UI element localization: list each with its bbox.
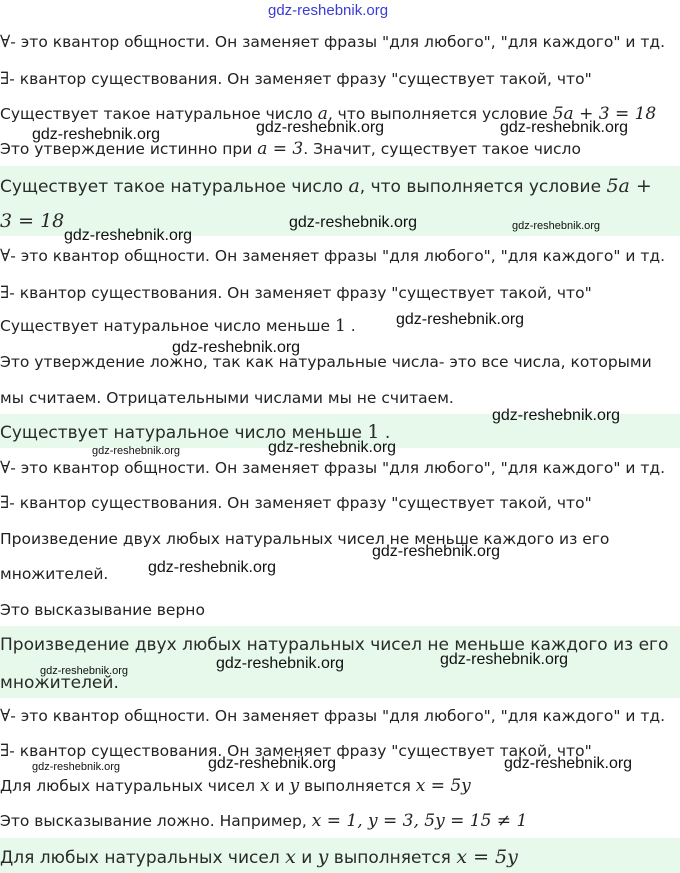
watermark: gdz-reshebnik.org — [40, 665, 129, 677]
forall-definition: ∀- это квантор общности. Он заменяет фразы "для любого", "для каждого" и тд. — [0, 246, 666, 266]
watermark: gdz-reshebnik.org — [268, 439, 397, 456]
exists-definition: ∃- квантор существования. Он заменяет фразу "существует такой, что" — [0, 283, 592, 303]
statement-4: Для любых натуральных чисел x и y выполняется x = 5y — [0, 776, 471, 796]
exists-symbol: ∃ — [0, 283, 10, 303]
explanation-4: Это высказывание ложно. Например, x = 1, y = 3, 5y = 15 ≠ 1 — [0, 811, 528, 831]
forall-definition: ∀- это квантор общности. Он заменяет фразы "для любого", "для каждого" и тд. — [0, 32, 666, 52]
explanation-2-line-2: мы считаем. Отрицательными числами мы не считаем. — [0, 389, 454, 407]
watermark: gdz-reshebnik.org — [512, 220, 601, 232]
watermark: gdz-reshebnik.org — [504, 755, 633, 772]
forall-symbol: ∀ — [0, 706, 11, 726]
answer-3-line-2: множителей. — [0, 673, 119, 693]
explanation-3: Это высказывание верно — [0, 601, 205, 619]
forall-definition: ∀- это квантор общности. Он заменяет фразы "для любого", "для каждого" и тд. — [0, 706, 666, 726]
exists-symbol: ∃ — [0, 493, 10, 513]
statement-2: Существует натуральное число меньше 1 . — [0, 316, 356, 336]
watermark: gdz-reshebnik.org — [440, 651, 569, 668]
exists-definition: ∃- квантор существования. Он заменяет фразу "существует такой, что" — [0, 493, 592, 513]
watermark: gdz-reshebnik.org — [216, 655, 345, 672]
exists-symbol: ∃ — [0, 69, 10, 89]
statement-1: Существует такое натуральное число a, что выполняется условие 5a + 3 = 18 — [0, 104, 657, 124]
site-header-link[interactable]: gdz-reshebnik.org — [268, 2, 389, 19]
watermark: gdz-reshebnik.org — [64, 227, 193, 244]
watermark: gdz-reshebnik.org — [492, 407, 621, 424]
watermark: gdz-reshebnik.org — [372, 543, 501, 560]
explanation-2-line-1: Это утверждение ложно, так как натуральные числа- это все числа, которыми — [0, 353, 652, 371]
forall-symbol: ∀ — [0, 458, 11, 478]
watermark: gdz-reshebnik.org — [500, 119, 629, 136]
exists-definition: ∃- квантор существования. Он заменяет фразу "существует такой, что" — [0, 741, 592, 761]
watermark: gdz-reshebnik.org — [396, 311, 525, 328]
forall-symbol: ∀ — [0, 246, 11, 266]
forall-symbol: ∀ — [0, 32, 11, 52]
statement-3-line-1: Произведение двух любых натуральных чисел не меньше каждого из его — [0, 530, 610, 548]
watermark: gdz-reshebnik.org — [256, 119, 385, 136]
answer-3-line-1: Произведение двух любых натуральных чисел не меньше каждого из его — [0, 635, 669, 655]
exists-definition: ∃- квантор существования. Он заменяет фразу "существует такой, что" — [0, 69, 592, 89]
watermark: gdz-reshebnik.org — [32, 761, 121, 773]
watermark: gdz-reshebnik.org — [148, 559, 277, 576]
answer-1-line-1: Существует такое натуральное число a, что выполняется условие 5a + — [0, 175, 652, 197]
answer-4: Для любых натуральных чисел x и y выполняется x = 5y — [0, 846, 518, 868]
exists-symbol: ∃ — [0, 741, 10, 761]
statement-3-line-2: множителей. — [0, 565, 109, 583]
answer-2: Существует натуральное число меньше 1 . — [0, 421, 391, 443]
answer-band-4 — [0, 838, 680, 873]
explanation-1: Это утверждение истинно при a = 3. Значит, существует такое число — [0, 139, 581, 159]
watermark: gdz-reshebnik.org — [92, 445, 181, 457]
watermark: gdz-reshebnik.org — [172, 339, 301, 356]
forall-definition: ∀- это квантор общности. Он заменяет фразы "для любого", "для каждого" и тд. — [0, 458, 666, 478]
watermark: gdz-reshebnik.org — [289, 214, 418, 231]
watermark: gdz-reshebnik.org — [32, 126, 161, 143]
watermark: gdz-reshebnik.org — [208, 755, 337, 772]
answer-1-line-2: 3 = 18 — [0, 210, 65, 232]
